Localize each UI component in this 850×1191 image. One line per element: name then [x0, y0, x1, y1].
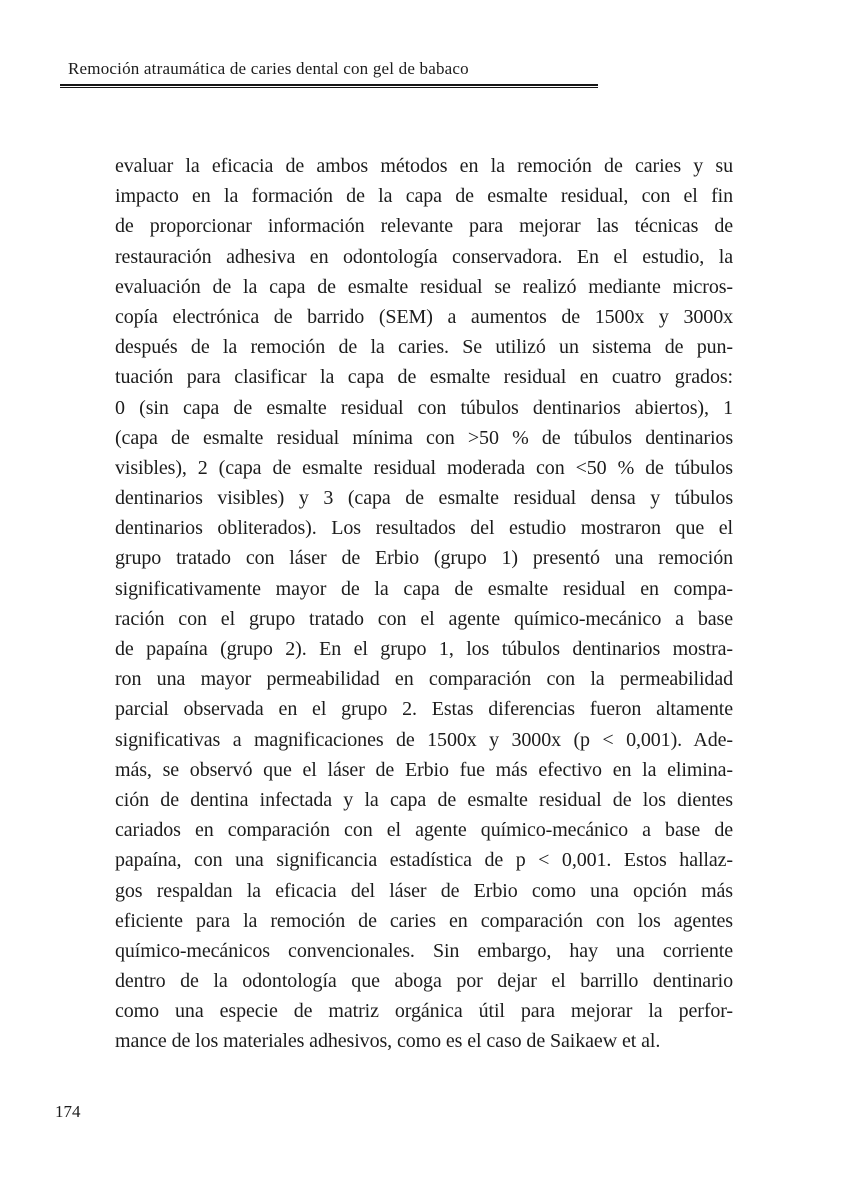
text-line: papaína, con una significancia estadística de p < 0,001. Estos hallaz- — [115, 849, 733, 872]
text-line: gos respaldan la eficacia del láser de Erbio como una opción más — [115, 879, 733, 902]
text-line: ción de dentina infectada y la capa de esmalte residual de los dientes — [115, 788, 733, 811]
text-line: 0 (sin capa de esmalte residual con túbulos dentinarios abiertos), 1 — [115, 396, 733, 419]
text-line: químico-mecánicos convencionales. Sin embargo, hay una corriente — [115, 939, 733, 962]
text-line: dentinarios obliterados). Los resultados del estudio mostraron que el — [115, 517, 733, 540]
text-line: de proporcionar información relevante para mejorar las técnicas de — [115, 215, 733, 238]
text-line: como una especie de matriz orgánica útil para mejorar la perfor- — [115, 1000, 733, 1023]
text-line: evaluar la eficacia de ambos métodos en la remoción de caries y su — [115, 155, 733, 177]
text-line: (capa de esmalte residual mínima con >50 % de túbulos dentinarios — [115, 426, 733, 449]
text-line: dentinarios visibles) y 3 (capa de esmalte residual densa y túbulos — [115, 487, 733, 510]
text-line: más, se observó que el láser de Erbio fue más efectivo en la elimina- — [115, 758, 733, 781]
text-line: después de la remoción de la caries. Se utilizó un sistema de pun- — [115, 336, 733, 359]
text-line: impacto en la formación de la capa de esmalte residual, con el fin — [115, 185, 733, 208]
text-line: restauración adhesiva en odontología conservadora. En el estudio, la — [115, 245, 733, 268]
text-line: ración con el grupo tratado con el agente químico-mecánico a base — [115, 607, 733, 630]
text-line: cariados en comparación con el agente químico-mecánico a base de — [115, 819, 733, 842]
text-block — [115, 151, 733, 1057]
text-line: tuación para clasificar la capa de esmalte residual en cuatro grados: — [115, 366, 733, 389]
text-line: grupo tratado con láser de Erbio (grupo 1) presentó una remoción — [115, 547, 733, 570]
page-number: 174 — [55, 1102, 81, 1121]
text-line: copía electrónica de barrido (SEM) a aumentos de 1500x y 3000x — [115, 305, 733, 328]
text-line: de papaína (grupo 2). En el grupo 1, los túbulos dentinarios mostra- — [115, 638, 733, 660]
text-line: visibles), 2 (capa de esmalte residual moderada con <50 % de túbulos — [115, 456, 733, 479]
text-line: mance de los materiales adhesivos, como es el caso de Saikaew et al. — [115, 1030, 661, 1053]
header-rule — [60, 84, 598, 88]
running-header-title: Remoción atraumática de caries dental con gel de babaco — [68, 59, 469, 78]
text-line: significativas a magnificaciones de 1500x y 3000x (p < 0,001). Ade- — [115, 728, 733, 751]
text-line: evaluación de la capa de esmalte residual se realizó mediante micros- — [115, 275, 733, 298]
text-line: ron una mayor permeabilidad en comparación con la permeabilidad — [115, 668, 733, 691]
text-line: dentro de la odontología que aboga por dejar el barrillo dentinario — [115, 970, 733, 993]
text-line: significativamente mayor de la capa de esmalte residual en compa- — [115, 577, 733, 600]
text-line: eficiente para la remoción de caries en comparación con los agentes — [115, 909, 733, 932]
text-line: parcial observada en el grupo 2. Estas diferencias fueron altamente — [115, 698, 733, 721]
